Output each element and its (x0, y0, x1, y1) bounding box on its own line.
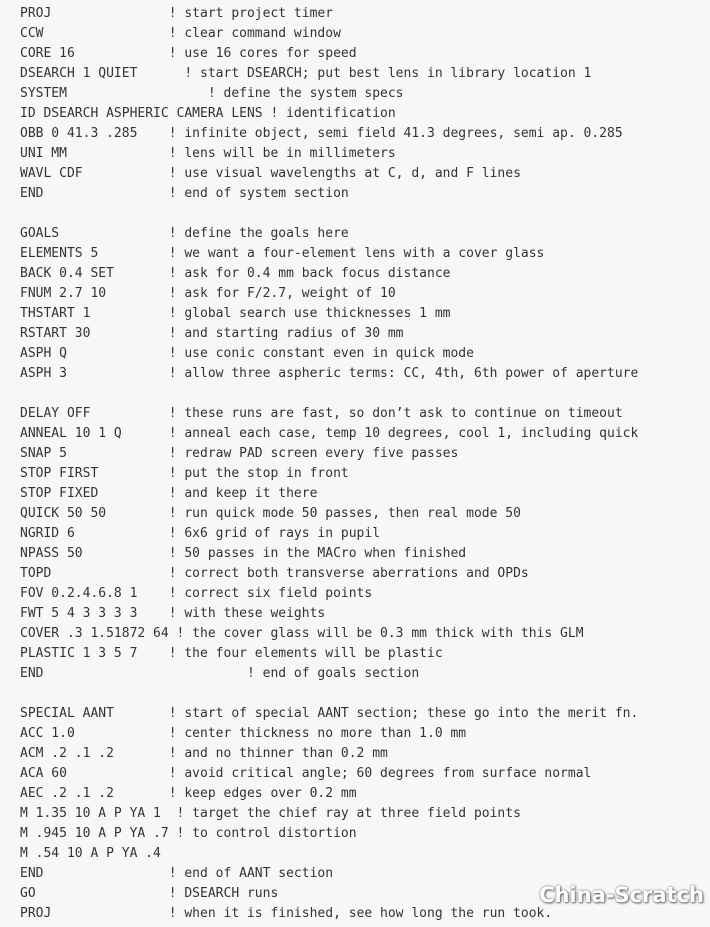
code-line: SYSTEM ! define the system specs (20, 86, 404, 101)
code-line: WAVL CDF ! use visual wavelengths at C, d, and F lines (20, 166, 521, 181)
code-line: END ! end of AANT section (20, 866, 334, 881)
code-line: NGRID 6 ! 6x6 grid of rays in pupil (20, 526, 381, 541)
code-line: GO ! DSEARCH runs (20, 886, 279, 901)
code-line: AEC .2 .1 .2 ! keep edges over 0.2 mm (20, 786, 357, 801)
code-line: CCW ! clear command window (20, 26, 341, 41)
code-line: ASPH 3 ! allow three aspheric terms: CC, 4th, 6th power of aperture (20, 366, 639, 381)
code-line: COVER .3 1.51872 64 ! the cover glass will be 0.3 mm thick with this GLM (20, 626, 584, 641)
code-line: M .945 10 A P YA .7 ! to control distortion (20, 826, 357, 841)
code-line: NPASS 50 ! 50 passes in the MACro when finished (20, 546, 467, 561)
code-line: TOPD ! correct both transverse aberrations and OPDs (20, 566, 529, 581)
watermark: China-Scratch (539, 883, 704, 907)
code-line: GOALS ! define the goals here (20, 226, 349, 241)
code-line: THSTART 1 ! global search use thicknesses 1 mm (20, 306, 451, 321)
code-line: DELAY OFF ! these runs are fast, so don’t ask to continue on timeout (20, 406, 623, 421)
code-line: ACA 60 ! avoid critical angle; 60 degrees from surface normal (20, 766, 592, 781)
code-line: SNAP 5 ! redraw PAD screen every five passes (20, 446, 459, 461)
code-line: ACM .2 .1 .2 ! and no thinner than 0.2 mm (20, 746, 388, 761)
code-line: STOP FIRST ! put the stop in front (20, 466, 349, 481)
code-line: OBB 0 41.3 .285 ! infinite object, semi field 41.3 degrees, semi ap. 0.285 (20, 126, 623, 141)
code-line: PROJ ! start project timer (20, 6, 334, 21)
code-line: BACK 0.4 SET ! ask for 0.4 mm back focus distance (20, 266, 451, 281)
code-line: CORE 16 ! use 16 cores for speed (20, 46, 357, 61)
code-line: FOV 0.2.4.6.8 1 ! correct six field points (20, 586, 373, 601)
code-line: END ! end of system section (20, 186, 349, 201)
code-line: M 1.35 10 A P YA 1 ! target the chief ray at three field points (20, 806, 521, 821)
code-line: ELEMENTS 5 ! we want a four-element lens with a cover glass (20, 246, 545, 261)
code-line: ACC 1.0 ! center thickness no more than 1.0 mm (20, 726, 467, 741)
code-line: QUICK 50 50 ! run quick mode 50 passes, then real mode 50 (20, 506, 521, 521)
code-line: END ! end of goals section (20, 666, 420, 681)
code-line: DSEARCH 1 QUIET ! start DSEARCH; put best lens in library location 1 (20, 66, 592, 81)
code-line: PLASTIC 1 3 5 7 ! the four elements will be plastic (20, 646, 443, 661)
code-line: FNUM 2.7 10 ! ask for F/2.7, weight of 10 (20, 286, 396, 301)
code-line: ANNEAL 10 1 Q ! anneal each case, temp 10 degrees, cool 1, including quick (20, 426, 639, 441)
blank-line (20, 204, 638, 224)
code-line: M .54 10 A P YA .4 (20, 846, 161, 861)
blank-line (20, 384, 638, 404)
code-line: RSTART 30 ! and starting radius of 30 mm (20, 326, 404, 341)
code-line: ID DSEARCH ASPHERIC CAMERA LENS ! identification (20, 106, 396, 121)
code-line: ASPH Q ! use conic constant even in quick mode (20, 346, 474, 361)
code-line: PROJ ! when it is finished, see how long the run took. (20, 906, 553, 921)
code-line: SPECIAL AANT ! start of special AANT section; these go into the merit fn. (20, 706, 639, 721)
code-listing (20, 4, 638, 924)
code-line: UNI MM ! lens will be in millimeters (20, 146, 396, 161)
code-line: FWT 5 4 3 3 3 3 ! with these weights (20, 606, 326, 621)
code-line: STOP FIXED ! and keep it there (20, 486, 318, 501)
blank-line (20, 684, 638, 704)
